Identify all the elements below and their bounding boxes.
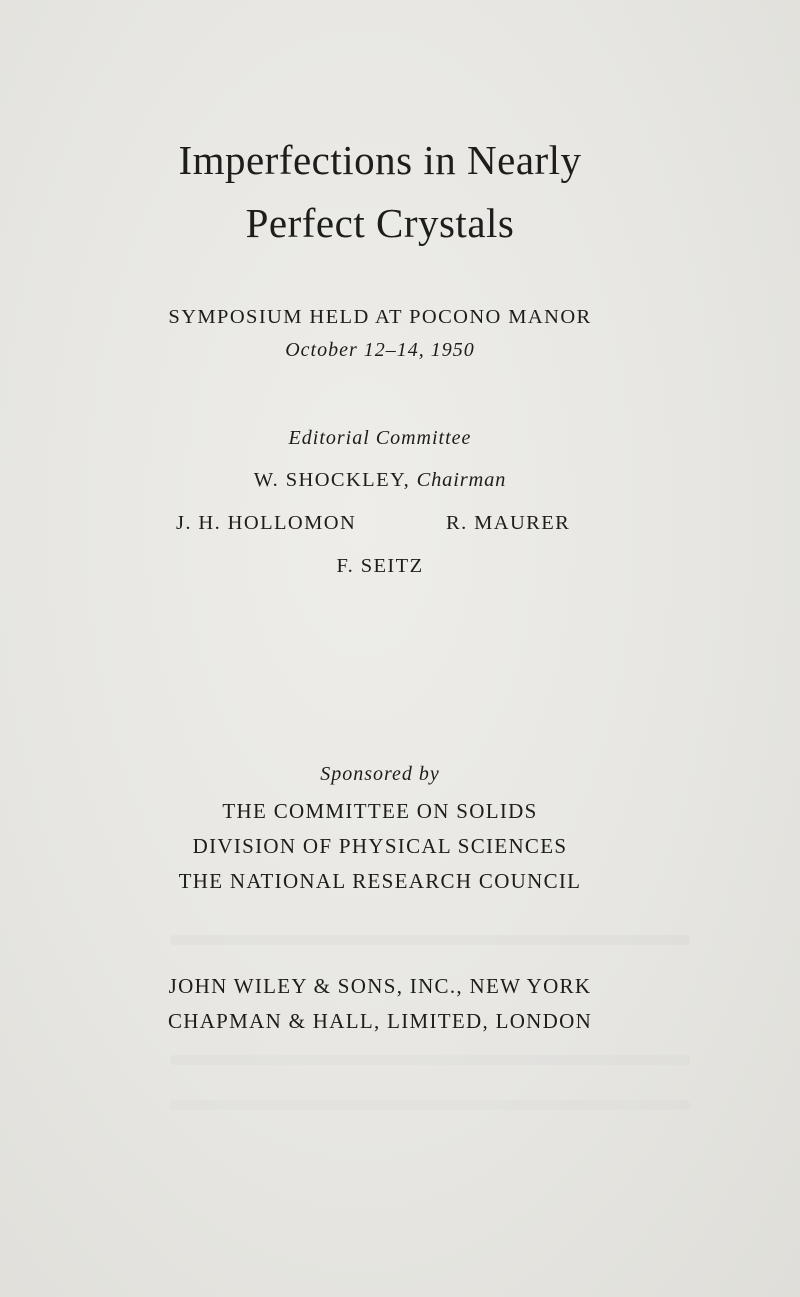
sponsor-line: THE NATIONAL RESEARCH COUNCIL bbox=[178, 869, 582, 893]
committee-member: R. MAURER bbox=[446, 512, 571, 534]
committee-chairman bbox=[0, 470, 760, 491]
book-title-line-1: Imperfections in Nearly bbox=[178, 137, 582, 183]
symposium-dates: October 12–14, 1950 bbox=[285, 339, 475, 361]
bleed-through-shadow bbox=[170, 1055, 690, 1065]
publisher-line: JOHN WILEY & SONS, INC., NEW YORK bbox=[168, 974, 592, 998]
sponsor-line: THE COMMITTEE ON SOLIDS bbox=[222, 799, 538, 823]
committee-member: J. H. HOLLOMON bbox=[176, 512, 357, 534]
chairman-name: W. SHOCKLEY, bbox=[253, 469, 411, 491]
sponsor-line: DIVISION OF PHYSICAL SCIENCES bbox=[192, 834, 568, 858]
committee-member: F. SEITZ bbox=[336, 555, 424, 577]
bleed-through-shadow bbox=[170, 1100, 690, 1110]
symposium-heading: SYMPOSIUM HELD AT POCONO MANOR bbox=[168, 306, 592, 328]
book-title-line-2: Perfect Crystals bbox=[245, 200, 515, 246]
chairman-role: Chairman bbox=[416, 469, 507, 491]
bleed-through-shadow bbox=[170, 935, 690, 945]
publisher-line: CHAPMAN & HALL, LIMITED, LONDON bbox=[167, 1009, 593, 1033]
sponsored-by-label: Sponsored by bbox=[320, 763, 440, 785]
committee-label: Editorial Committee bbox=[288, 427, 472, 449]
